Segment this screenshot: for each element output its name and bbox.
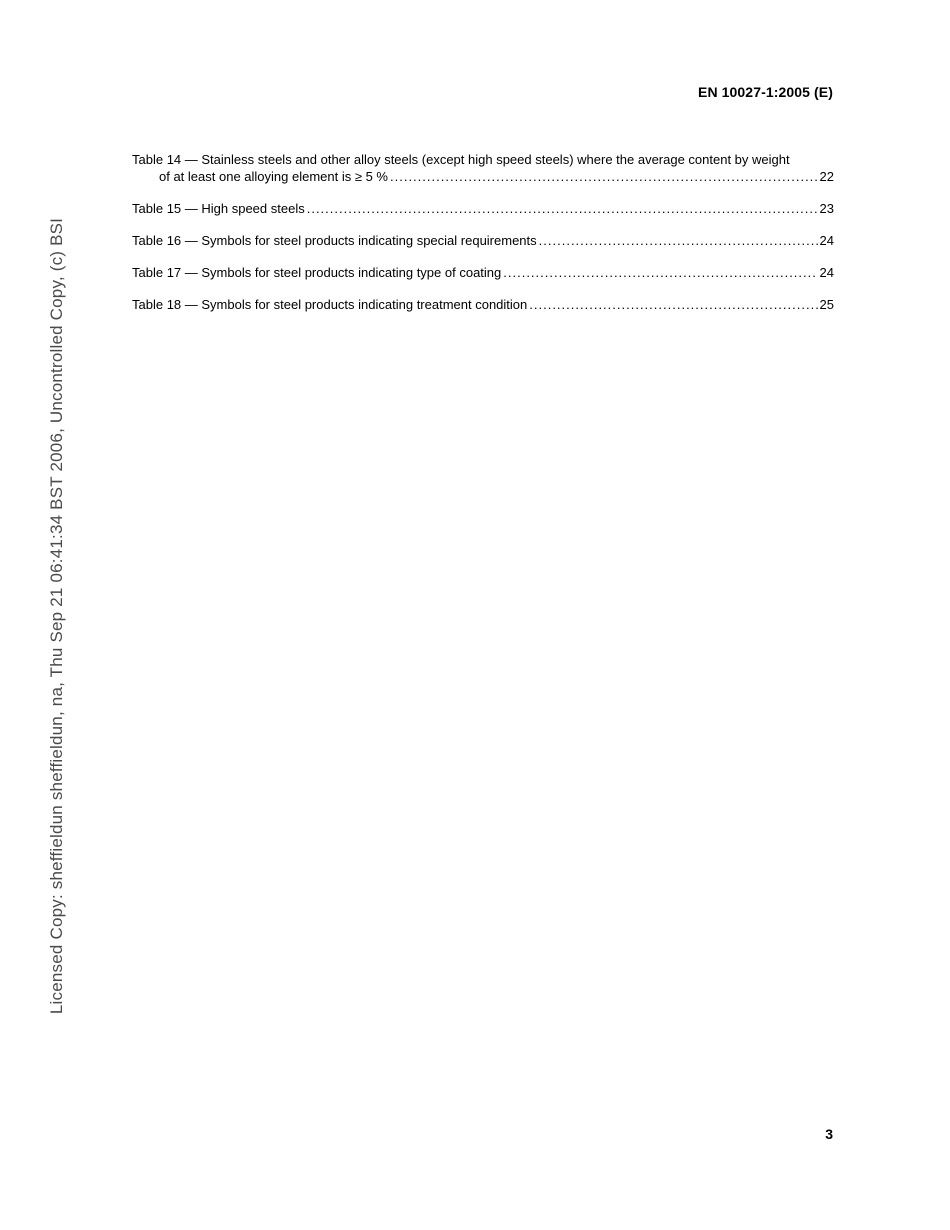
page-number: 3 [825, 1126, 833, 1142]
document-id-header: EN 10027-1:2005 (E) [698, 84, 833, 100]
toc-page-number: 24 [819, 265, 834, 280]
toc-entry-table-14[interactable] [132, 151, 834, 185]
toc-entry-title: Table 16 — Symbols for steel products indicating special requirements [132, 233, 537, 248]
toc-page-number: 24 [819, 233, 834, 248]
toc-entry-title: Table 18 — Symbols for steel products indicating treatment condition [132, 297, 528, 312]
toc-entry-title-continued: of at least one alloying element is ≥ 5 % [159, 169, 388, 184]
toc-entry-table-17[interactable] [132, 264, 834, 281]
toc-page-number: 22 [819, 169, 834, 184]
toc-page-number: 23 [819, 201, 834, 216]
license-watermark: Licensed Copy: sheffieldun sheffieldun, na, Thu Sep 21 06:41:34 BST 2006, Uncontrolled Copy, (c) BSI [47, 217, 66, 1015]
toc-leader-dots [539, 232, 818, 249]
toc-entry-line [132, 264, 834, 281]
toc-leader-dots [307, 200, 818, 217]
toc-entry-table-15[interactable] [132, 200, 834, 217]
toc-entry-title: Table 15 — High speed steels [132, 201, 305, 216]
toc-entry-line [132, 232, 834, 249]
table-of-contents [132, 151, 834, 328]
toc-entry-title: Table 17 — Symbols for steel products indicating type of coating [132, 265, 502, 280]
toc-leader-dots [529, 296, 817, 313]
toc-page-number: 25 [819, 297, 834, 312]
toc-leader-dots [390, 168, 818, 185]
toc-entry-line [132, 200, 834, 217]
toc-leader-dots [503, 264, 817, 281]
toc-entry-table-18[interactable] [132, 296, 834, 313]
toc-entry-title: Table 14 — Stainless steels and other alloy steels (except high speed steels) where the average content by weight [132, 152, 790, 167]
toc-entry-line [132, 296, 834, 313]
toc-entry-table-16[interactable] [132, 232, 834, 249]
toc-entry-line-continued [132, 168, 834, 185]
toc-entry-line [132, 151, 834, 168]
